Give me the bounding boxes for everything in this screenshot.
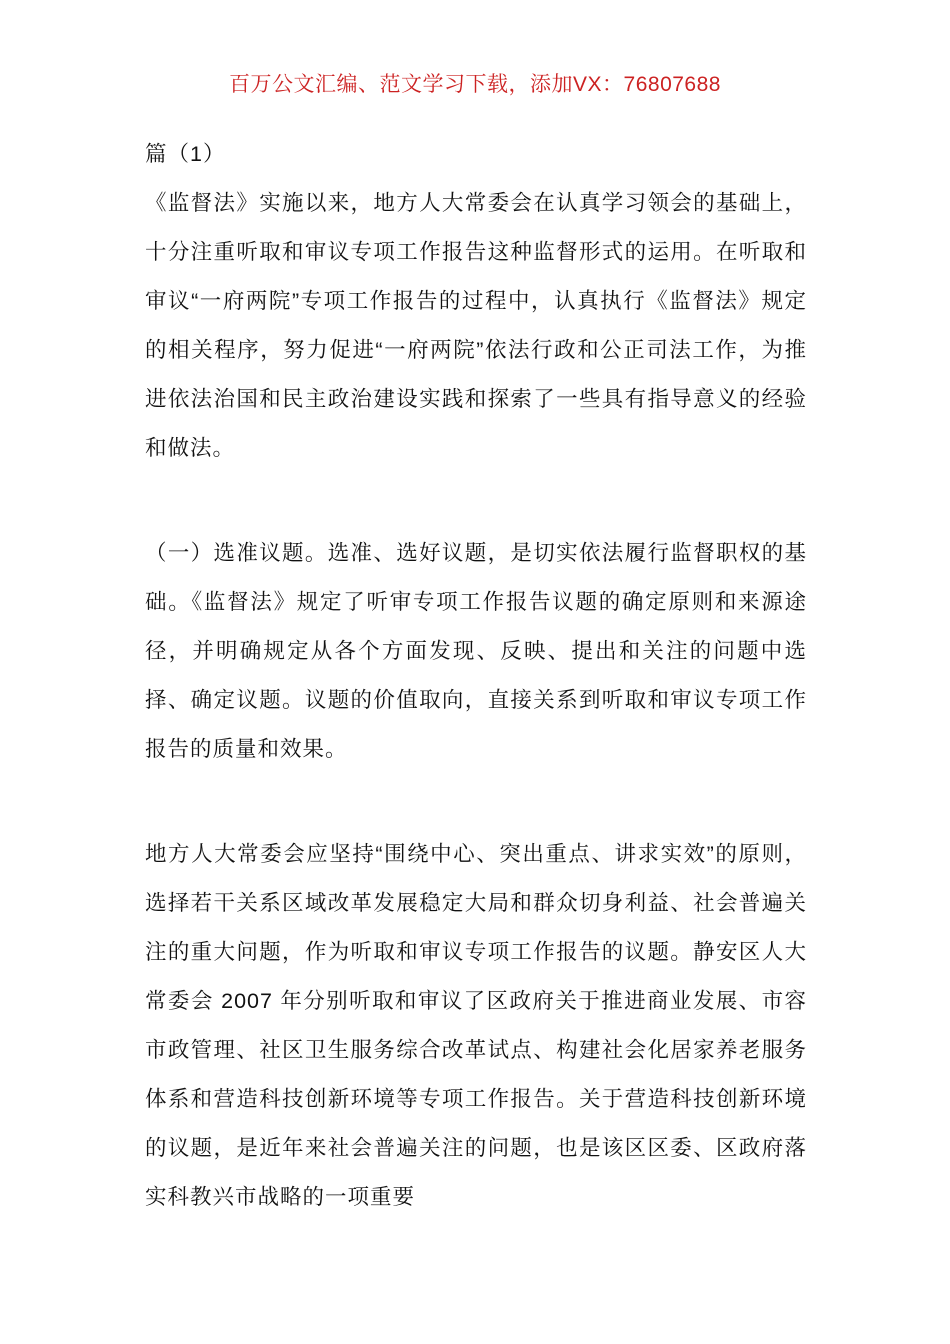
paragraph-3: 地方人大常委会应坚持“围绕中心、突出重点、讲求实效”的原则，选择若干关系区域改革发展稳定大局和群众切身利益、社会普遍关注的重大问题，作为听取和审议专项工作报告的议题。静安区人大常委会 2007 年分别听取和审议了区政府关于推进商业发展、市容市政管理、社区卫生服务综合改革试点、构建社会化居家养老服务体系和营造科技创新环境等专项工作报告。关于营造科技创新环境的议题，是近年来社会普遍关注的问题，也是该区区委、区政府落实科教兴市战略的一项重要 — [145, 842, 807, 1210]
document-content — [145, 130, 807, 1278]
section-title: 篇（1） — [145, 142, 226, 166]
paragraph-2: （一）选准议题。选准、选好议题，是切实依法履行监督职权的基础。《监督法》规定了听审专项工作报告议题的确定原则和来源途径，并明确规定从各个方面发现、反映、提出和关注的问题中选择、确定议题。议题的价值取向，直接关系到听取和审议专项工作报告的质量和效果。 — [145, 541, 807, 762]
header-notice: 百万公文汇编、范文学习下载，添加VX：76807688 — [229, 73, 721, 96]
paragraph-1: 《监督法》实施以来，地方人大常委会在认真学习领会的基础上，十分注重听取和审议专项工作报告这种监督形式的运用。在听取和审议“一府两院”专项工作报告的过程中，认真执行《监督法》规定的相关程序，努力促进“一府两院”依法行政和公正司法工作，为推进依法治国和民主政治建设实践和探索了一些具有指导意义的经验和做法。 — [145, 191, 807, 461]
